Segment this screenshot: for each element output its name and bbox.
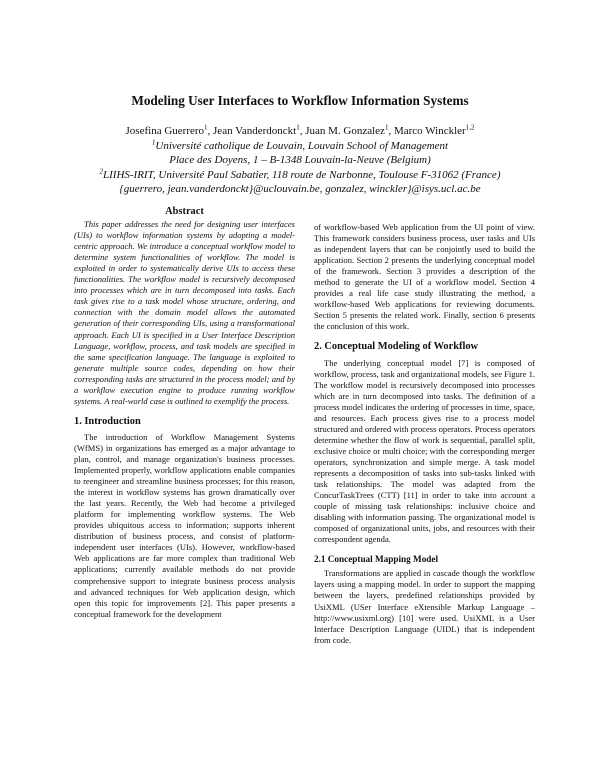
section-heading: 1. Introduction [74, 415, 141, 427]
author-affiliation-mark: 1 [296, 123, 300, 132]
affiliation-1-text: Université catholique de Louvain, Louvain School of Management [155, 139, 449, 152]
subsection-heading: 2.1 Conceptual Mapping Model [314, 554, 439, 565]
section-2-paragraph: The underlying conceptual model [7] is composed of workflow, process, task and organizational models, see Figure 1. The workflow model is recursively decomposed into processes which are in turn decomposed into tasks. The definition of a process model indicates the ordering of processes in time, space, and resources. Each process gives rise to a process model structured and ordered with process operators. Process operators determine whether the flow of work is sequential, parallel split, exclusive choice or multi choice; with the corresponding merger operators, synchronization and simple merge. A task model represents a decomposition of tasks into sub-tasks linked with task relationships. The model was adapted from the ConcurTaskTrees (CTT) [11] in order to take into account a couple of missing task relationships: inclusive choice and disabling with information passing. The organizational model is composed of organizational units, jobs, and resources with their correspondent agenda. [314, 357, 535, 545]
abstract-text: This paper addresses the need for designing user interfaces (UIs) to workflow information systems by adopting a model-centric approach. We introduce a conceptual workflow model to determine system functionalities of workflow. The model is exploited in order to systematically derive UIs to access these functionalities. The workflow model is recursively decomposed into processes which are in turn decomposed into tasks. Each task gives rise to a task model whose structure, ordering, and connection with the domain model allows the automated generation of their corresponding UIs, using a transformational approach. Each UI is specified in a User Interface Description Language, workflow, process, and task models are specified in the same specification language. The language is exploited to generate multiple source codes, depending on how their corresponding tasks are structured in the process model; and by a workflow execution engine to produce running workflow systems. A real-world case is outlined to exemplify the process. [74, 219, 295, 406]
author-name: Jean Vanderdonckt [213, 125, 297, 137]
left-column [74, 206, 295, 620]
affiliation-1-address: Place des Doyens, 1 – B-1348 Louvain-la-Neuve (Belgium) [169, 154, 431, 166]
author-affiliation-mark: 1 [204, 123, 208, 132]
author-block [40, 124, 560, 197]
affiliation-2 [40, 168, 560, 183]
affiliation-mark: 2 [99, 166, 103, 175]
author-name: Marco Winckler [393, 125, 466, 137]
right-column [314, 222, 535, 646]
author-name: Juan M. Gonzalez [305, 125, 385, 137]
affiliation-1 [40, 139, 560, 154]
section-heading: 2. Conceptual Modeling of Workflow [314, 341, 479, 353]
intro-paragraph-continued: of workflow-based Web application from the UI point of view. This framework considers business process, user tasks and UIs as independent layers that can be conjointly used to build the application. Section 2 presents the underlying conceptual model of the framework. Section 3 provides a description of the method to generate the UI of a workflow model. Section 4 provides a real life case study illustrating the method, a workflow-based Web applications for reviewing documents. Section 5 presents the related work. Finally, section 6 presents the conclusion of this work. [314, 222, 535, 332]
paper-title: Modeling User Interfaces to Workflow Information Systems [131, 93, 469, 108]
author-emails: {guerrero, jean.vanderdonckt}@uclouvain.be, gonzalez, winckler}@isys.ucl.ac.be [119, 183, 481, 195]
author-name: Josefina Guerrero [125, 125, 205, 137]
section-2-1-paragraph: Transformations are applied in cascade though the workflow layers using a mapping model. In order to support the mapping between the layers, predefined relationships provided by UsiXML (USer Interface eXtensible Markup Language – http://www.usixml.org) [10] were used. UsiXML is a User Interface Description Language (UIDL) that is independent from code. [314, 568, 535, 645]
affiliation-2-text: LIIHS-IRIT, Université Paul Sabatier, 118 route de Narbonne, Toulouse F-31062 (France) [103, 168, 501, 181]
abstract-heading: Abstract [165, 206, 204, 217]
author-affiliation-mark: 1,2 [465, 123, 475, 132]
author-affiliation-mark: 1 [384, 123, 389, 132]
intro-paragraph: The introduction of Workflow Management Systems (WfMS) in organizations has emerged as a major advantage to plan, control, and manage organization's business processes. Implemented properly, workflow applications enable companies to reengineer and streamline business processes; for this reason, the interest in workflow systems has grown dramatically over the last years. Recently, the Web had become a privileged platform for implementing workflow systems. The Web provides ubiquitous access to information; supports inherent distribution of business process, and consist of platform-independent user interfaces (UIs). However, workflow-based Web applications are far more complex than traditional Web applications; currently available methods do not provide comprehensive support to integrate business process analysis and advanced techniques for Web application design, which open this topic for improvements [2]. This paper presents a conceptual framework for the development [74, 431, 295, 619]
affiliation-mark: 1 [151, 137, 156, 146]
author-names: Josefina Guerrero$^1$, Jean Vanderdonckt$^1$, Juan M. Gonzalez$^1$, Marco Winckler$^{1,2}$ [125, 123, 475, 137]
